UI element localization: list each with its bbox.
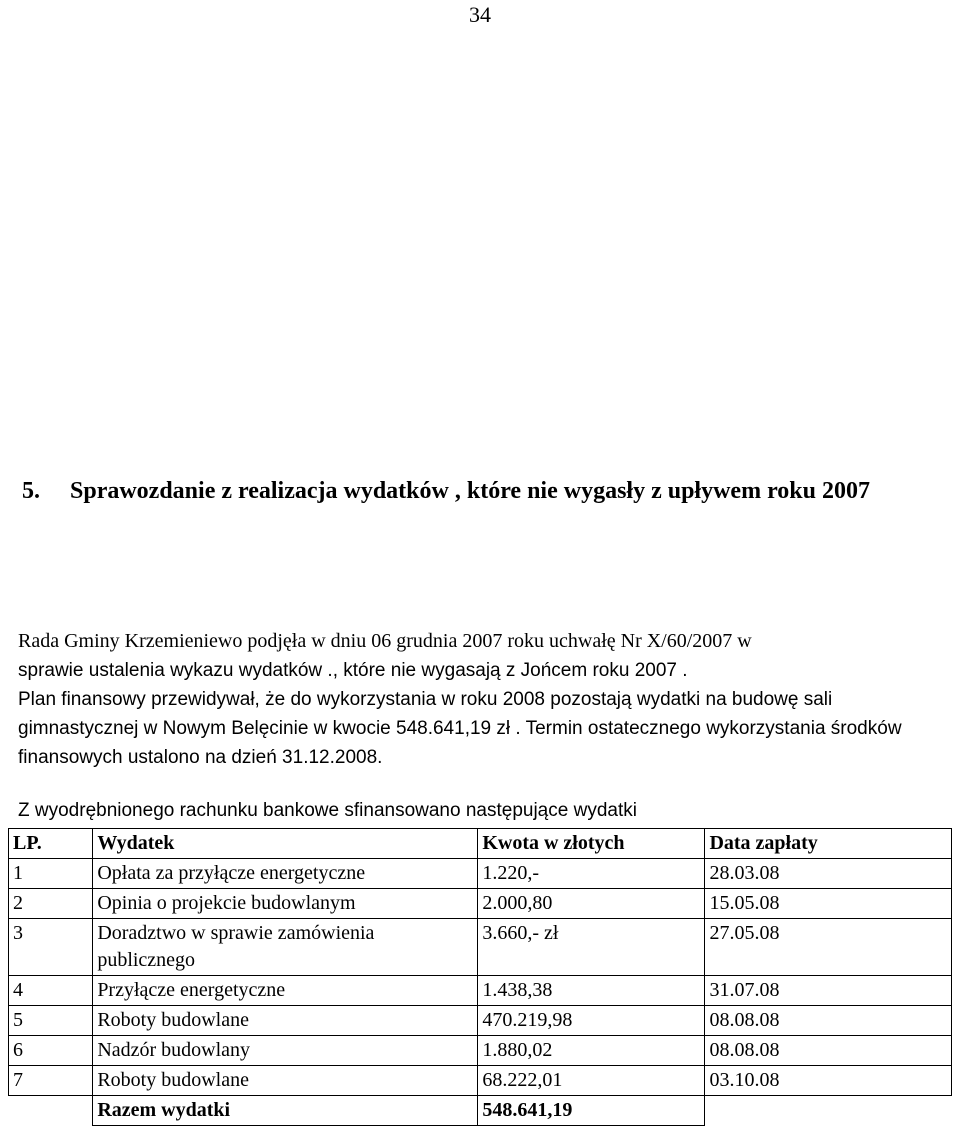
row-date: 31.07.08: [705, 976, 952, 1006]
row-lp: 2: [9, 889, 93, 919]
table-header-row: [9, 829, 952, 859]
expenses-table: [8, 828, 952, 1126]
table-row: [9, 889, 952, 919]
row-expense: Doradztwo w sprawie zamówienia publicznego: [93, 919, 478, 976]
row-expense: Roboty budowlane: [93, 1006, 478, 1036]
row-expense: Opłata za przyłącze energetyczne: [93, 859, 478, 889]
row-lp: 6: [9, 1036, 93, 1066]
row-amount: 2.000,80: [478, 889, 705, 919]
table-row: [9, 919, 952, 976]
section-number: 5.: [22, 478, 40, 504]
row-date: 27.05.08: [705, 919, 952, 976]
table-row: [9, 976, 952, 1006]
total-label: Razem wydatki: [93, 1096, 478, 1126]
row-expense: Opinia o projekcie budowlanym: [93, 889, 478, 919]
table-row: [9, 1066, 952, 1096]
row-expense: Nadzór budowlany: [93, 1036, 478, 1066]
row-date: 28.03.08: [705, 859, 952, 889]
table-row: [9, 1006, 952, 1036]
row-amount: 3.660,- zł: [478, 919, 705, 976]
row-amount: 1.220,-: [478, 859, 705, 889]
total-empty-cell: [9, 1096, 93, 1126]
row-date: 08.08.08: [705, 1006, 952, 1036]
row-lp: 4: [9, 976, 93, 1006]
header-expense: Wydatek: [93, 829, 478, 859]
total-empty-date: [705, 1096, 952, 1126]
table-intro: Z wyodrębnionego rachunku bankowe sfinansowano następujące wydatki: [18, 800, 637, 821]
paragraph-part-1: Rada Gminy Krzemieniewo podjęła w dniu 06 grudnia 2007 roku uchwałę Nr X/60/2007 w: [18, 630, 752, 652]
row-amount: 1.438,38: [478, 976, 705, 1006]
row-date: 08.08.08: [705, 1036, 952, 1066]
table-row: [9, 859, 952, 889]
page-number: 34: [469, 2, 491, 27]
row-lp: 1: [9, 859, 93, 889]
row-lp: 3: [9, 919, 93, 976]
row-amount: 1.880,02: [478, 1036, 705, 1066]
row-amount: 470.219,98: [478, 1006, 705, 1036]
row-date: 15.05.08: [705, 889, 952, 919]
row-lp: 7: [9, 1066, 93, 1096]
paragraph-part-3: Plan finansowy przewidywał, że do wykorzystania w roku 2008 pozostają wydatki na budowę sali gimnastycznej w Nowym Belęcinie w kwocie 548.641,19 zł . Termin ostatecznego wykorzystania środków finansowych ustalono na dzień 31.12.2008.: [18, 689, 902, 768]
row-date: 03.10.08: [705, 1066, 952, 1096]
row-expense: Przyłącze energetyczne: [93, 976, 478, 1006]
total-row: [9, 1096, 952, 1126]
row-expense: Roboty budowlane: [93, 1066, 478, 1096]
section-heading: [16, 474, 946, 508]
section-title: Sprawozdanie z realizacja wydatków , które nie wygasły z upływem roku 2007: [70, 478, 870, 504]
table-row: [9, 1036, 952, 1066]
header-date: Data zapłaty: [705, 829, 952, 859]
header-amount: Kwota w złotych: [478, 829, 705, 859]
total-amount: 548.641,19: [478, 1096, 705, 1126]
header-lp: LP.: [9, 829, 93, 859]
body-paragraph: [18, 627, 948, 772]
paragraph-part-2: sprawie ustalenia wykazu wydatków ., które nie wygasają z Jońcem roku 2007 .: [18, 660, 688, 681]
row-lp: 5: [9, 1006, 93, 1036]
row-amount: 68.222,01: [478, 1066, 705, 1096]
